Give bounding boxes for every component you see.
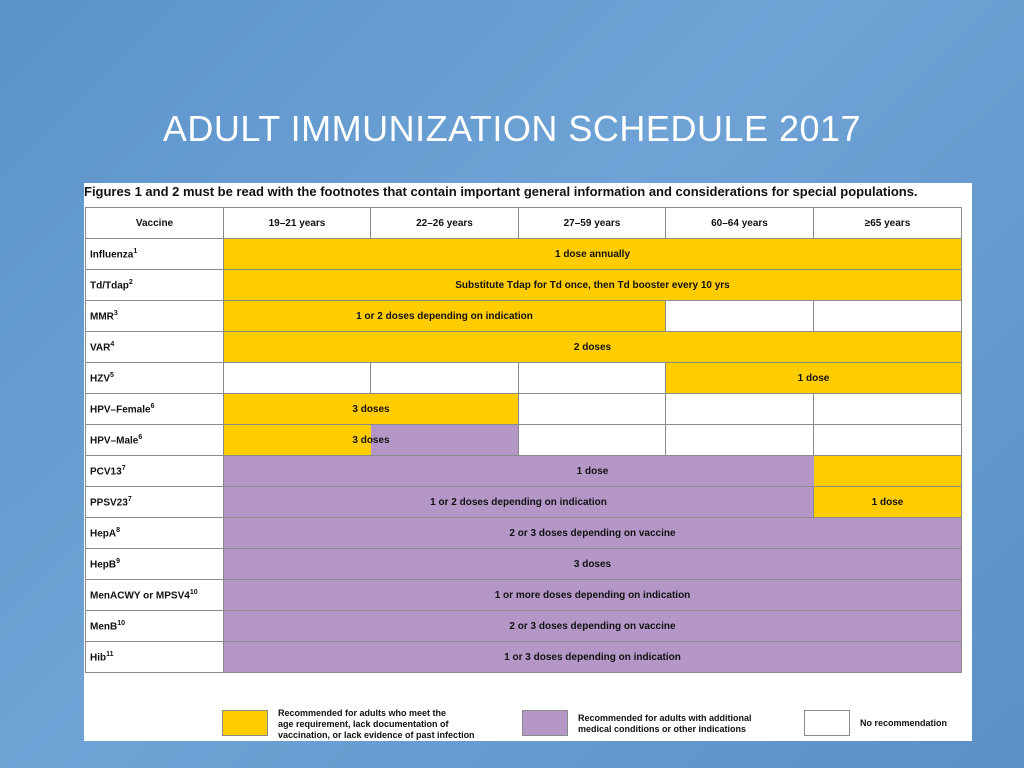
vaccine-name: $PPSV23^7$ <box>86 487 224 518</box>
table-row <box>86 332 962 363</box>
header-age-group: 60–64 years <box>666 208 814 239</box>
vaccine-name: HPV–Female$^6$ <box>86 394 224 425</box>
cell-label: 1 dose <box>576 465 609 477</box>
table-row <box>86 518 962 549</box>
header-age-group: ≥65 years <box>814 208 962 239</box>
table-row <box>86 580 962 611</box>
schedule-cell: 1 or more doses depending on indication <box>224 580 962 611</box>
table-row <box>86 425 962 456</box>
schedule-cell <box>224 425 519 456</box>
schedule-cell <box>519 394 666 425</box>
legend-swatch-white <box>804 710 850 736</box>
table-row <box>86 611 962 642</box>
table-row <box>86 642 962 673</box>
vaccine-name: MenB$^{10}$ <box>86 611 224 642</box>
schedule-cell: 3 doses <box>224 549 962 580</box>
schedule-cell <box>371 363 519 394</box>
schedule-cell: 1 or 3 doses depending on indication <box>224 642 962 673</box>
vaccine-name: HPV–Male$^6$ <box>86 425 224 456</box>
schedule-cell <box>666 301 814 332</box>
schedule-cell: 1 dose <box>666 363 962 394</box>
schedule-figure <box>84 183 972 741</box>
schedule-cell: 2 or 3 doses depending on vaccine <box>224 611 962 642</box>
schedule-cell <box>814 425 962 456</box>
vaccine-name: MenACWY or $MPSV4^{10}$ <box>86 580 224 611</box>
schedule-cell: 2 or 3 doses depending on vaccine <box>224 518 962 549</box>
header-age-group: 22–26 years <box>371 208 519 239</box>
schedule-cell <box>224 363 371 394</box>
table-header-row <box>86 208 962 239</box>
schedule-cell <box>814 394 962 425</box>
figure-caption: Figures 1 and 2 must be read with the footnotes that contain important general information and considerations for special populations. <box>84 184 918 199</box>
table-row <box>86 394 962 425</box>
slide-title: ADULT IMMUNIZATION SCHEDULE 2017 <box>162 108 862 149</box>
schedule-table <box>85 207 962 673</box>
legend-text-yellow: Recommended for adults who meet the age requirement, lack documentation of vaccination, or lack evidence of past infection <box>278 708 475 740</box>
table-row <box>86 487 962 518</box>
table-row <box>86 456 962 487</box>
vaccine-name: Influenza$^1$ <box>86 239 224 270</box>
header-vaccine: Vaccine <box>86 208 224 239</box>
schedule-cell: Substitute Tdap for Td once, then Td booster every 10 yrs <box>224 270 962 301</box>
schedule-cell: 1 dose <box>814 487 962 518</box>
schedule-cell <box>224 456 962 487</box>
legend-text-white: No recommendation <box>860 718 948 728</box>
vaccine-name: $PCV13^7$ <box>86 456 224 487</box>
table-row <box>86 270 962 301</box>
schedule-cell: 1 or 2 doses depending on indication <box>224 487 814 518</box>
cell-label: 3 doses <box>352 434 390 446</box>
vaccine-name: MMR$^3$ <box>86 301 224 332</box>
schedule-cell <box>666 394 814 425</box>
vaccine-name: HZV$^5$ <box>86 363 224 394</box>
schedule-cell: 1 or 2 doses depending on indication <box>224 301 666 332</box>
table-row <box>86 549 962 580</box>
legend-swatch-purple <box>522 710 568 736</box>
table-row <box>86 301 962 332</box>
vaccine-name: Td/Tdap$^2$ <box>86 270 224 301</box>
vaccine-name: HepA$^8$ <box>86 518 224 549</box>
legend <box>84 706 972 738</box>
header-age-group: 27–59 years <box>519 208 666 239</box>
schedule-cell <box>814 301 962 332</box>
schedule-cell: 1 dose annually <box>224 239 962 270</box>
schedule-cell: 3 doses <box>224 394 519 425</box>
schedule-cell <box>519 363 666 394</box>
vaccine-name: Hib$^{11}$ <box>86 642 224 673</box>
schedule-cell: 2 doses <box>224 332 962 363</box>
legend-text-purple: Recommended for adults with additional medical conditions or other indications <box>578 713 752 734</box>
schedule-cell <box>666 425 814 456</box>
table-row <box>86 363 962 394</box>
vaccine-name: HepB$^9$ <box>86 549 224 580</box>
header-age-group: 19–21 years <box>224 208 371 239</box>
legend-swatch-yellow <box>222 710 268 736</box>
schedule-cell <box>519 425 666 456</box>
vaccine-name: VAR$^4$ <box>86 332 224 363</box>
table-row <box>86 239 962 270</box>
